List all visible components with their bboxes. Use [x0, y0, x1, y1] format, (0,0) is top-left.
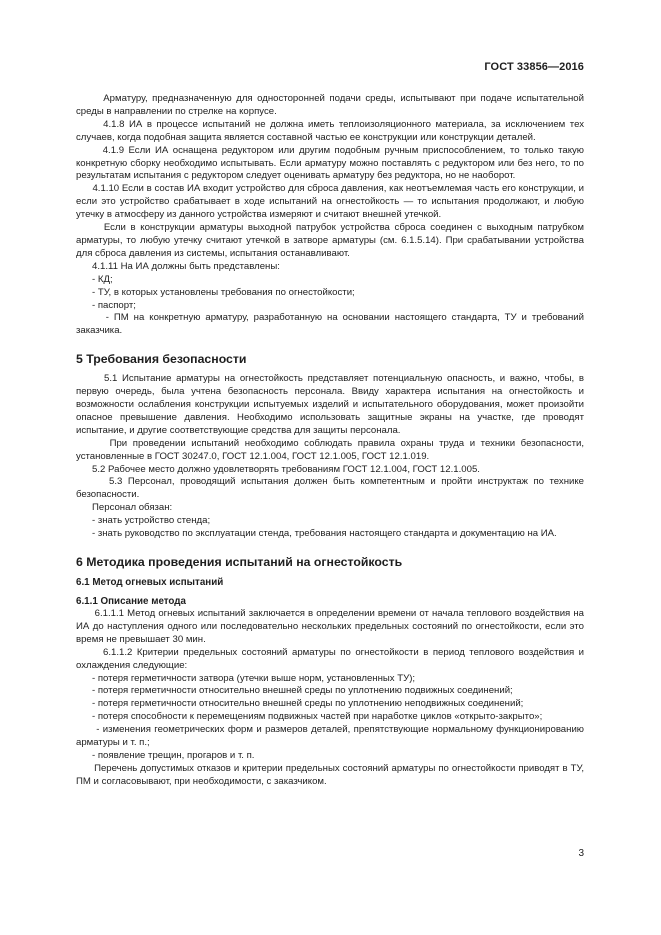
page-header: [0, 0, 661, 73]
document-id: ГОСТ 33856—2016: [484, 61, 584, 73]
intro-block: [76, 93, 587, 338]
list-item: - паспорт;: [76, 299, 136, 311]
section-heading-5: 5 Требования безопасности: [76, 352, 247, 367]
section-heading-6: 6 Методика проведения испытаний на огнестойкость: [76, 555, 403, 569]
paragraph: При проведении испытаний необходимо соблюдать правила охраны труда и техники безопасности, установленные в ГОСТ 30247.0, ГОСТ 12.1.004, ГОСТ 12.1.005, ГОСТ 12.1.019.: [76, 437, 587, 462]
subsection-heading: 6.1.1 Описание метода: [76, 596, 186, 607]
list-item: - ПМ на конкретную арматуру, разработанную на основании настоящего стандарта, ТУ и требований заказчика.: [76, 312, 587, 337]
paragraph: Персонал обязан:: [76, 502, 173, 514]
page-number: 3: [578, 848, 584, 859]
subsection-heading: 6.1 Метод огневых испытаний: [76, 577, 224, 588]
list-item: - изменения геометрических форм и размеров деталей, препятствующие нормальному функционированию арматуры и т. п.;: [76, 724, 587, 749]
paragraph: Если в конструкции арматуры выходной патрубок устройства сброса соединен с выходным патрубком арматуры, то любую утечку считают утечкой в затворе арматуры (см. 6.1.5.14). При срабатывании устройства для сброса давления из системы, испытания останавливают.: [76, 222, 587, 259]
paragraph: 4.1.11 На ИА должны быть представлены:: [76, 260, 280, 272]
list-item: - потеря способности к перемещениям подвижных частей при наработке циклов «открыто-закрыто»;: [76, 711, 543, 723]
list-item: - знать устройство стенда;: [76, 515, 211, 527]
paragraph: 4.1.9 Если ИА оснащена редуктором или другим подобным ручным приспособлением, то только такую конкретную сборку необходимо испытывать. Если арматуру можно поставлять с редуктором или без него, то по результатам испытания с редуктором следует оценивать арматуру без редуктора, но не наоборот.: [76, 144, 587, 182]
section-5-block: [76, 373, 587, 541]
list-item: - знать руководство по эксплуатации стенда, требования настоящего стандарта и документацию на ИА.: [76, 528, 557, 540]
paragraph: 4.1.10 Если в состав ИА входит устройство для сброса давления, как неотъемлемая часть его конструкции, и если это устройство срабатывает в ходе испытаний на огнестойкость — то испытания продолжают, и любую утечку в атмосферу из данного устройства измеряют и считают внешней утечкой.: [76, 183, 587, 221]
list-item: - потеря герметичности относительно внешней среды по уплотнению неподвижных соединений;: [76, 698, 524, 710]
paragraph: 5.2 Рабочее место должно удовлетворять требованиям ГОСТ 12.1.004, ГОСТ 12.1.005.: [76, 463, 480, 475]
page-body: [76, 93, 587, 789]
paragraph: 4.1.8 ИА в процессе испытаний не должна иметь теплоизоляционного материала, за исключением тех случаев, когда подобная защита является составной частью ее конструкции или конструкции деталей.: [76, 118, 587, 143]
list-item: - потеря герметичности затвора (утечки выше норм, установленных ТУ);: [76, 672, 416, 684]
list-item: - потеря герметичности относительно внешней среды по уплотнению подвижных соединений;: [76, 685, 513, 697]
paragraph: Арматуру, предназначенную для односторонней подачи среды, испытывают при подаче испытательной среды в направлении по стрелке на корпусе.: [76, 93, 587, 117]
paragraph: 6.1.1.2 Критерии предельных состояний арматуры по огнестойкости в период теплового воздействия и охлаждения следующие:: [76, 646, 587, 671]
paragraph: 5.1 Испытание арматуры на огнестойкость представляет потенциальную опасность, и важно, чтобы, в первую очередь, была учтена безопасность персонала. Ввиду характера испытания на огнестойкость и возможности ослабления конструкции испытуемых изделий и испытательного оборудования, может произойти опасное превышение давления. Необходимо использовать защитные экраны на участке, где проводят испытание, и другие соответствующие средства для защиты персонала.: [76, 373, 587, 436]
paragraph: 6.1.1.1 Метод огневых испытаний заключается в определении времени от начала теплового воздействия на ИА до наступления одного или последовательно нескольких предельных состояний по огнестойкости, если это время не превышает 30 мин.: [76, 608, 587, 645]
list-item: - появление трещин, прогаров и т. п.: [76, 749, 255, 761]
list-item: - ТУ, в которых установлены требования по огнестойкости;: [76, 286, 355, 298]
list-item: - КД;: [76, 273, 113, 285]
paragraph: Перечень допустимых отказов и критерии предельных состояний арматуры по огнестойкости приводят в ТУ, ПМ и согласовывают, при необходимости, с заказчиком.: [76, 762, 587, 787]
paragraph: 5.3 Персонал, проводящий испытания должен быть компетентным и пройти инструктаж по технике безопасности.: [76, 476, 587, 501]
section-6-block: [76, 608, 587, 789]
